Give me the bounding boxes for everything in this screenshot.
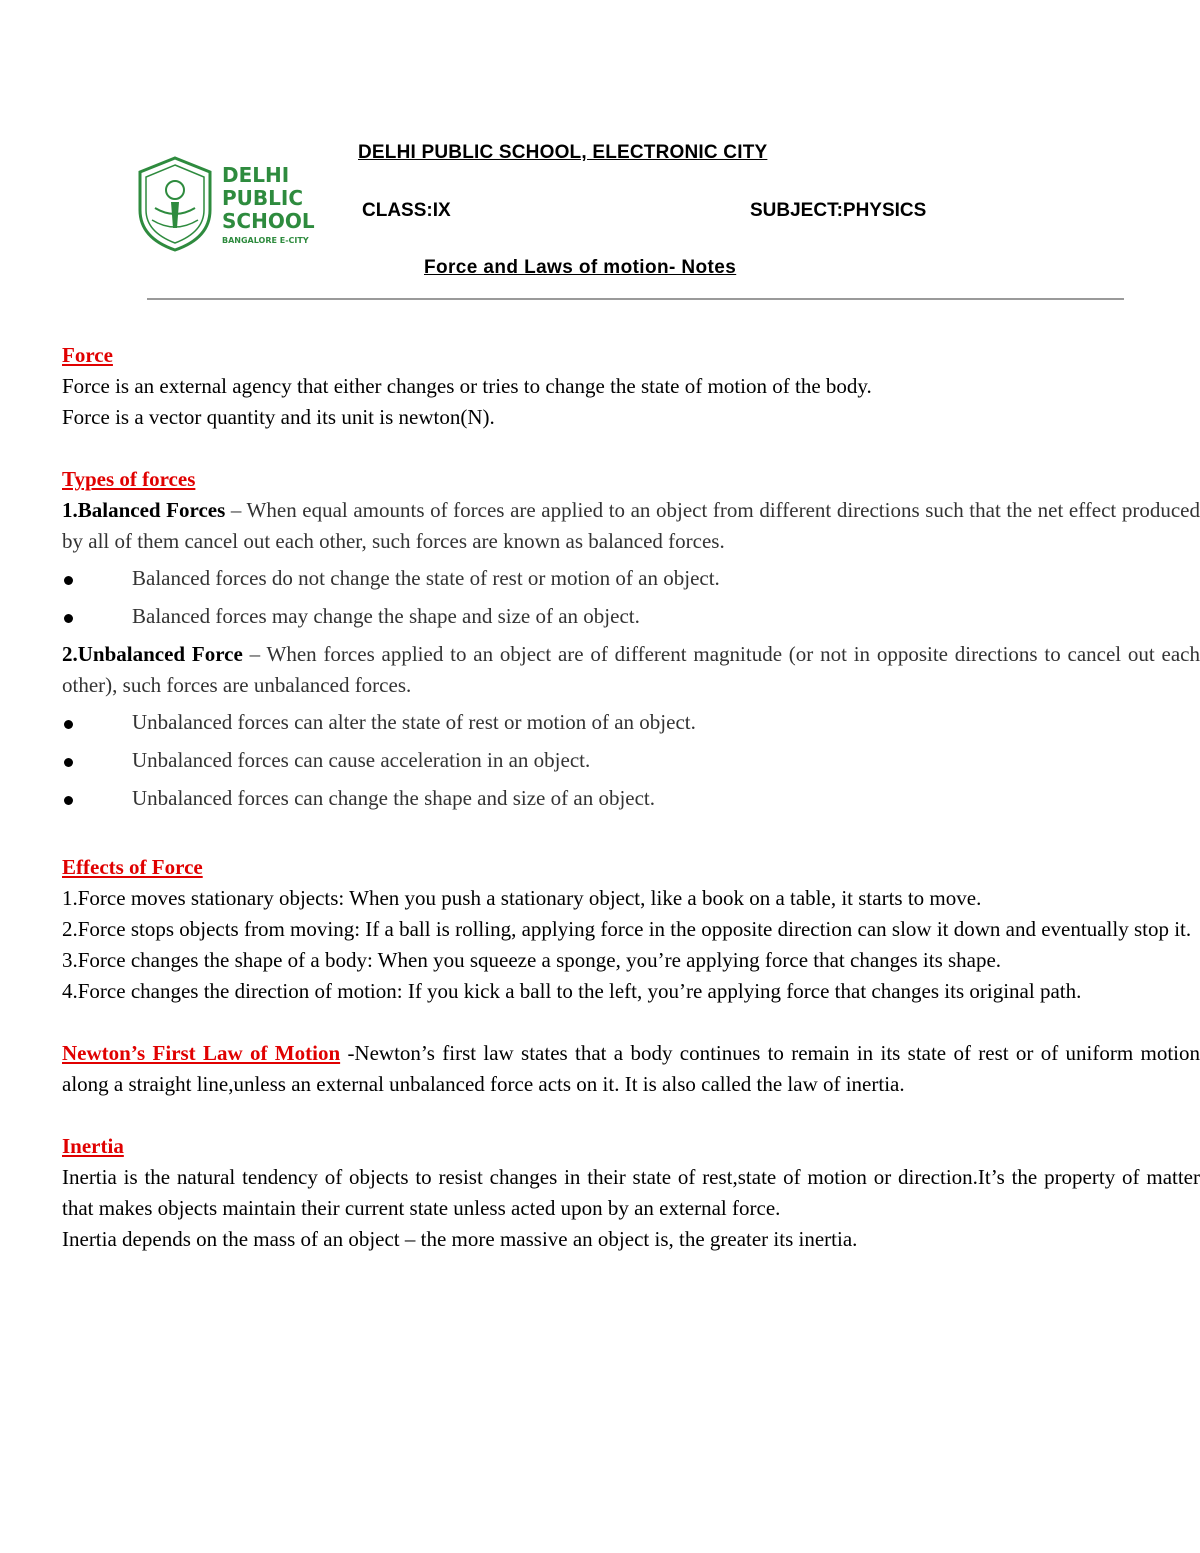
school-name: DELHI PUBLIC SCHOOL, ELECTRONIC CITY — [358, 142, 768, 163]
newton-paragraph — [62, 1038, 1200, 1100]
list-item — [62, 707, 1200, 738]
effect-item-3: 3.Force changes the shape of a body: When you squeeze a sponge, you’re applying force that changes its shape. — [62, 948, 1002, 972]
effect-item-1: 1.Force moves stationary objects: When you push a stationary object, like a book on a table, it starts to move. — [62, 886, 982, 910]
school-crest-icon — [130, 150, 340, 255]
class-label: CLASS:IX — [362, 200, 451, 221]
spacer — [62, 1007, 1200, 1038]
inertia-line-1: Inertia is the natural tendency of objects to resist changes in their state of rest,state of motion or direction.It’s the property of matter that makes objects maintain their current state unless acted upon by an external force. — [62, 1165, 1200, 1220]
newton-heading: Newton’s First Law of Motion — [62, 1041, 341, 1065]
notes-body — [62, 340, 1200, 1255]
logo-line-2: PUBLIC — [222, 186, 304, 210]
list-item — [62, 601, 1200, 632]
list-item — [62, 745, 1200, 776]
effect-item-2: 2.Force stops objects from moving: If a ball is rolling, applying force in the opposite direction can slow it down and eventually stop it. — [62, 917, 1192, 941]
newton-text: -Newton’s first law states that a body continues to remain in its state of rest or of uniform motion along a straight line,unless an external unbalanced force acts on it. It is also called the law of inertia. — [62, 1041, 1200, 1096]
bullet-icon — [64, 720, 73, 729]
balanced-text: – When equal amounts of forces are applied to an object from different directions such that the net effect produced by all of them cancel out each other, such forces are known as balanced forces. — [62, 498, 1200, 553]
bullet-icon — [64, 614, 73, 623]
balanced-bullet-2: Balanced forces may change the shape and size of an object. — [132, 604, 640, 628]
subject-label: SUBJECT:PHYSICS — [750, 200, 927, 221]
bullet-icon — [64, 576, 73, 585]
bullet-icon — [64, 758, 73, 767]
unbalanced-bullet-2: Unbalanced forces can cause acceleration in an object. — [132, 748, 591, 772]
spacer — [62, 433, 1200, 464]
header-divider — [147, 298, 1124, 300]
school-logo — [130, 150, 340, 255]
unbalanced-bullet-1: Unbalanced forces can alter the state of rest or motion of an object. — [132, 710, 696, 734]
notes-title: Force and Laws of motion- Notes — [424, 257, 737, 278]
effects-heading: Effects of Force — [62, 855, 203, 879]
unbalanced-label: 2.Unbalanced Force — [62, 642, 243, 666]
inertia-line-2: Inertia depends on the mass of an object – the more massive an object is, the greater its inertia. — [62, 1227, 858, 1251]
inertia-heading: Inertia — [62, 1134, 124, 1158]
balanced-label: 1.Balanced Forces — [62, 498, 226, 522]
spacer — [62, 1100, 1200, 1131]
force-line-2: Force is a vector quantity and its unit is newton(N). — [62, 405, 495, 429]
logo-line-1: DELHI — [222, 163, 290, 187]
list-item — [62, 783, 1200, 814]
balanced-paragraph — [62, 495, 1200, 557]
spacer — [62, 821, 1200, 852]
force-line-1: Force is an external agency that either changes or tries to change the state of motion of the body. — [62, 374, 872, 398]
unbalanced-bullet-3: Unbalanced forces can change the shape and size of an object. — [132, 786, 656, 810]
types-heading: Types of forces — [62, 467, 196, 491]
force-heading: Force — [62, 343, 113, 367]
effect-item-4: 4.Force changes the direction of motion: If you kick a ball to the left, you’re applying force that changes its original path. — [62, 979, 1082, 1003]
list-item — [62, 563, 1200, 594]
unbalanced-paragraph — [62, 639, 1200, 701]
balanced-bullet-1: Balanced forces do not change the state of rest or motion of an object. — [132, 566, 720, 590]
logo-line-3: SCHOOL — [222, 209, 315, 233]
bullet-icon — [64, 796, 73, 805]
unbalanced-text: – When forces applied to an object are of different magnitude (or not in opposite directions to cancel out each other), such forces are unbalanced forces. — [62, 642, 1200, 697]
logo-line-4: BANGALORE E-CITY — [222, 236, 309, 245]
